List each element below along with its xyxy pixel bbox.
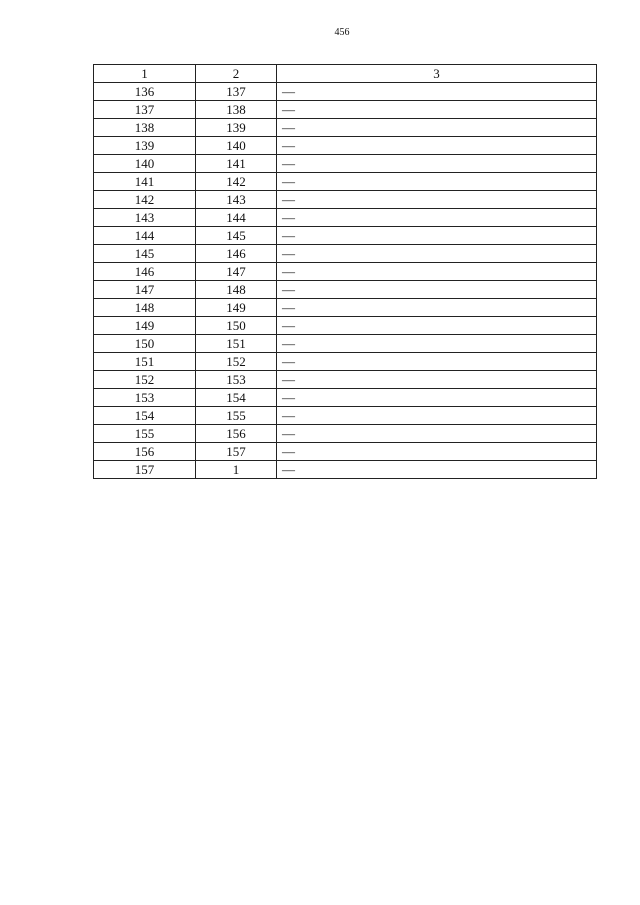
table-cell-col-3: —: [277, 101, 597, 119]
table-row: [94, 389, 597, 407]
table-cell-col-3: —: [277, 263, 597, 281]
table-cell-col-2: 140: [196, 137, 277, 155]
table-cell-col-1: 155: [94, 425, 196, 443]
table-cell-col-1: 141: [94, 173, 196, 191]
page-number: 456: [334, 27, 350, 38]
table-row: [94, 155, 597, 173]
table-row: [94, 137, 597, 155]
table-row: [94, 83, 597, 101]
table-cell-col-2: 147: [196, 263, 277, 281]
table-cell-col-1: 144: [94, 227, 196, 245]
table-cell-col-1: 145: [94, 245, 196, 263]
table-row: [94, 425, 597, 443]
table-cell-col-2: 155: [196, 407, 277, 425]
table-cell-col-1: 137: [94, 101, 196, 119]
table-cell-col-1: 146: [94, 263, 196, 281]
column-header-3: 3: [277, 65, 597, 83]
table-cell-col-1: 140: [94, 155, 196, 173]
table-cell-col-3: —: [277, 407, 597, 425]
column-header-1: 1: [94, 65, 196, 83]
table-cell-col-3: —: [277, 353, 597, 371]
table-cell-col-3: —: [277, 245, 597, 263]
table-row: [94, 245, 597, 263]
table-cell-col-3: —: [277, 119, 597, 137]
table-body: [94, 83, 597, 479]
table-cell-col-3: —: [277, 155, 597, 173]
table-row: [94, 299, 597, 317]
table-row: [94, 101, 597, 119]
table-row: [94, 191, 597, 209]
table-row: [94, 209, 597, 227]
table-row: [94, 119, 597, 137]
table-cell-col-2: 146: [196, 245, 277, 263]
table-cell-col-2: 149: [196, 299, 277, 317]
table-cell-col-2: 153: [196, 371, 277, 389]
table-cell-col-3: —: [277, 173, 597, 191]
table-cell-col-1: 156: [94, 443, 196, 461]
table-cell-col-1: 142: [94, 191, 196, 209]
table-row: [94, 353, 597, 371]
table-cell-col-3: —: [277, 209, 597, 227]
table-cell-col-3: —: [277, 299, 597, 317]
table-row: [94, 371, 597, 389]
table-row: [94, 335, 597, 353]
table-cell-col-3: —: [277, 389, 597, 407]
column-header-2: 2: [196, 65, 277, 83]
table-cell-col-2: 138: [196, 101, 277, 119]
table-cell-col-1: 154: [94, 407, 196, 425]
table-cell-col-1: 143: [94, 209, 196, 227]
table-cell-col-2: 142: [196, 173, 277, 191]
table-cell-col-1: 149: [94, 317, 196, 335]
table-cell-col-2: 141: [196, 155, 277, 173]
table-cell-col-2: 156: [196, 425, 277, 443]
table-row: [94, 263, 597, 281]
table-cell-col-1: 151: [94, 353, 196, 371]
table-cell-col-3: —: [277, 317, 597, 335]
data-table: [93, 64, 597, 479]
table-cell-col-3: —: [277, 281, 597, 299]
table-cell-col-2: 144: [196, 209, 277, 227]
table-cell-col-2: 148: [196, 281, 277, 299]
table-cell-col-1: 153: [94, 389, 196, 407]
table-cell-col-3: —: [277, 335, 597, 353]
table-row: [94, 173, 597, 191]
table-cell-col-2: 154: [196, 389, 277, 407]
table-cell-col-1: 150: [94, 335, 196, 353]
table-cell-col-1: 136: [94, 83, 196, 101]
table-cell-col-3: —: [277, 425, 597, 443]
table-cell-col-1: 138: [94, 119, 196, 137]
table-row: [94, 461, 597, 479]
table-cell-col-3: —: [277, 371, 597, 389]
table-cell-col-3: —: [277, 461, 597, 479]
table-cell-col-2: 151: [196, 335, 277, 353]
table-cell-col-2: 143: [196, 191, 277, 209]
table-cell-col-2: 1: [196, 461, 277, 479]
table-header: [94, 65, 597, 83]
table-cell-col-3: —: [277, 137, 597, 155]
table-cell-col-3: —: [277, 227, 597, 245]
table-cell-col-2: 152: [196, 353, 277, 371]
table-row: [94, 227, 597, 245]
table-cell-col-1: 147: [94, 281, 196, 299]
table-cell-col-2: 150: [196, 317, 277, 335]
table-cell-col-2: 137: [196, 83, 277, 101]
table-cell-col-2: 139: [196, 119, 277, 137]
table-cell-col-3: —: [277, 83, 597, 101]
table-cell-col-2: 145: [196, 227, 277, 245]
table-row: [94, 281, 597, 299]
table-cell-col-2: 157: [196, 443, 277, 461]
header-row: [94, 65, 597, 83]
table-cell-col-1: 148: [94, 299, 196, 317]
table-row: [94, 317, 597, 335]
table-cell-col-1: 157: [94, 461, 196, 479]
table-cell-col-1: 139: [94, 137, 196, 155]
table-cell-col-1: 152: [94, 371, 196, 389]
table-row: [94, 443, 597, 461]
table-cell-col-3: —: [277, 443, 597, 461]
table-cell-col-3: —: [277, 191, 597, 209]
table-row: [94, 407, 597, 425]
